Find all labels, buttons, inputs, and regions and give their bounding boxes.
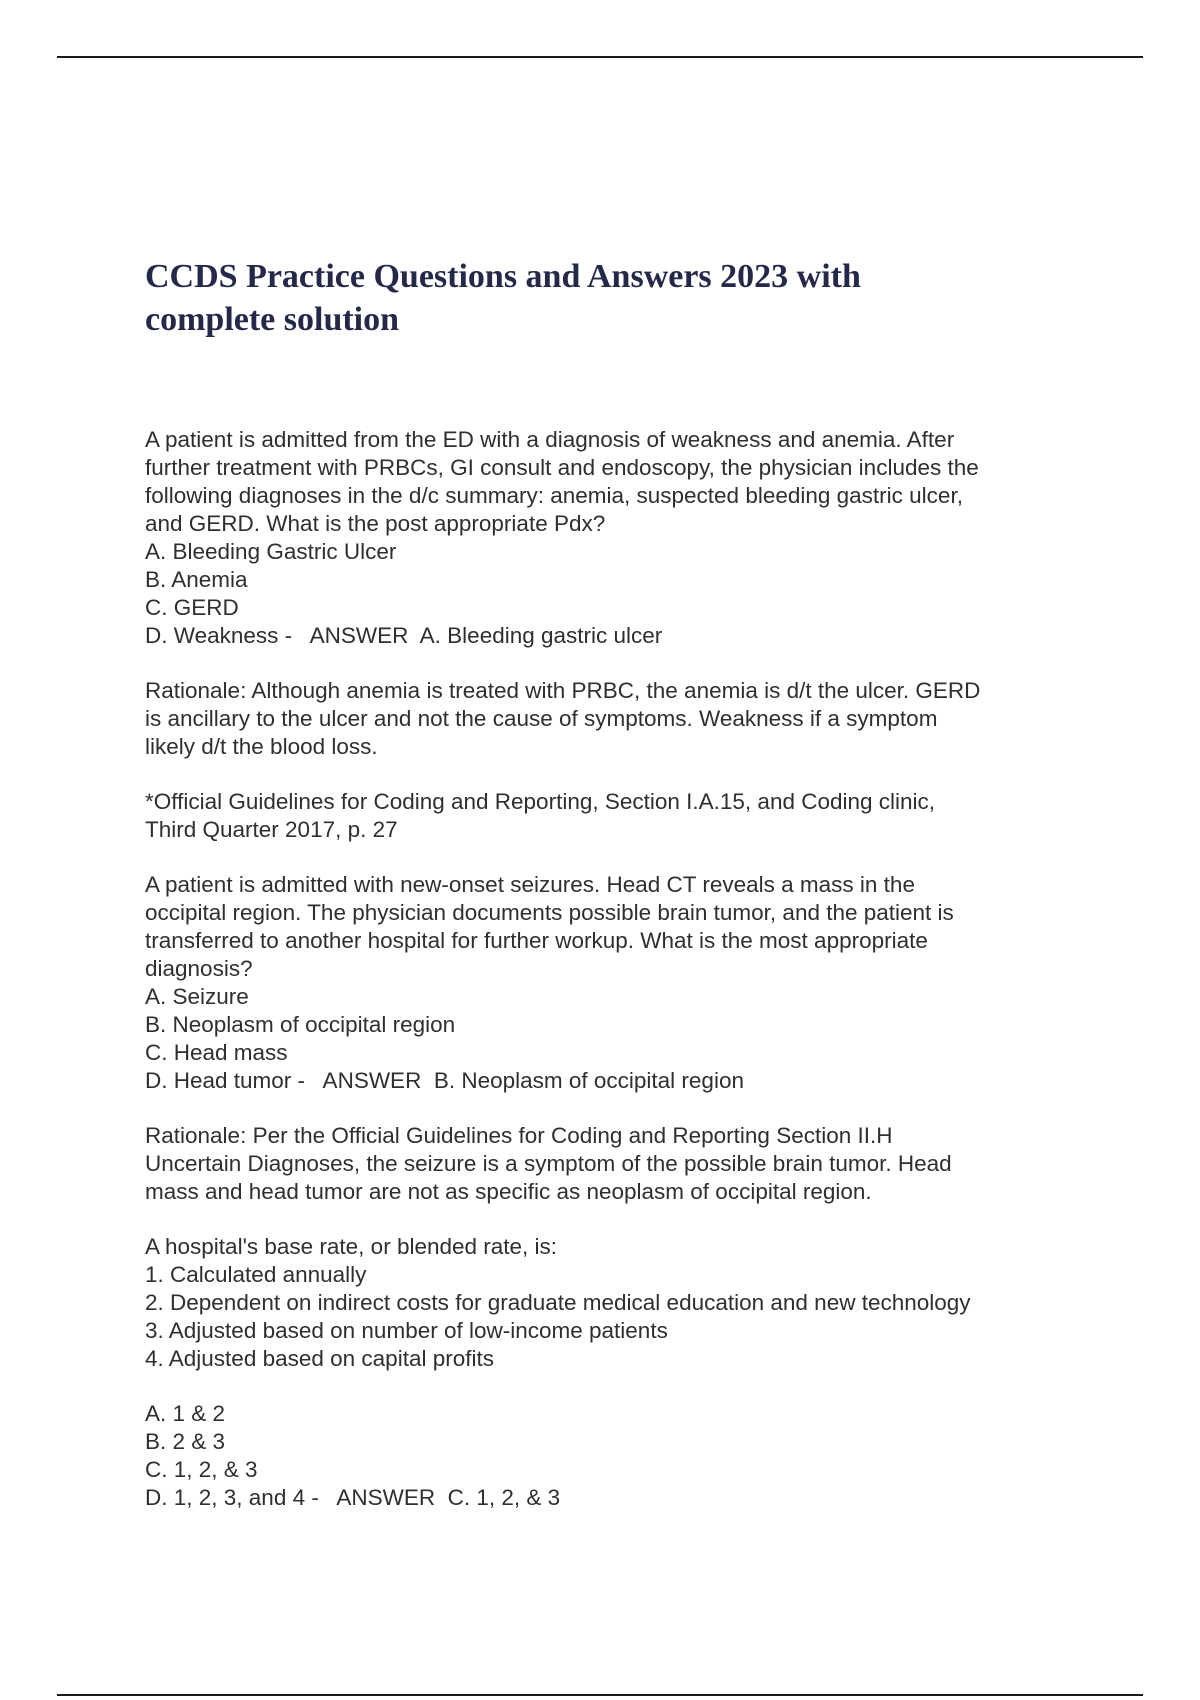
- text-line: C. Head mass: [145, 1040, 288, 1065]
- text-line: A patient is admitted from the ED with a diagnosis of weakness and anemia. After: [145, 427, 955, 452]
- text-line: A. Bleeding Gastric Ulcer: [145, 539, 397, 564]
- bottom-rule: [57, 1694, 1143, 1696]
- title-line: complete solution: [145, 301, 400, 338]
- title-line: CCDS Practice Questions and Answers 2023 with: [145, 258, 861, 295]
- text-block: [145, 1400, 1075, 1512]
- text-line: occipital region. The physician documents possible brain tumor, and the patient is: [145, 900, 954, 925]
- text-line: A. 1 & 2: [145, 1401, 226, 1426]
- text-line: D. Head tumor - ANSWER B. Neoplasm of occipital region: [145, 1068, 744, 1093]
- text-line: 4. Adjusted based on capital profits: [145, 1346, 494, 1371]
- text-line: A patient is admitted with new-onset seizures. Head CT reveals a mass in the: [145, 872, 915, 897]
- text-block: [145, 1122, 1075, 1206]
- text-line: B. 2 & 3: [145, 1429, 226, 1454]
- text-line: Rationale: Per the Official Guidelines for Coding and Reporting Section II.H: [145, 1123, 893, 1148]
- text-line: diagnosis?: [145, 956, 253, 981]
- text-line: Third Quarter 2017, p. 27: [145, 817, 398, 842]
- text-line: D. 1, 2, 3, and 4 - ANSWER C. 1, 2, & 3: [145, 1485, 561, 1510]
- text-block: [145, 1233, 1075, 1373]
- text-line: C. 1, 2, & 3: [145, 1457, 258, 1482]
- text-line: B. Neoplasm of occipital region: [145, 1012, 456, 1037]
- text-line: B. Anemia: [145, 567, 248, 592]
- text-line: Uncertain Diagnoses, the seizure is a symptom of the possible brain tumor. Head: [145, 1151, 952, 1176]
- text-line: C. GERD: [145, 595, 239, 620]
- text-line: A. Seizure: [145, 984, 249, 1009]
- text-line: and GERD. What is the post appropriate Pdx?: [145, 511, 606, 536]
- text-line: 3. Adjusted based on number of low-income patients: [145, 1318, 668, 1343]
- document-title: [145, 255, 1045, 341]
- text-line: mass and head tumor are not as specific as neoplasm of occipital region.: [145, 1179, 872, 1204]
- text-line: following diagnoses in the d/c summary: anemia, suspected bleeding gastric ulcer,: [145, 483, 963, 508]
- text-line: Rationale: Although anemia is treated with PRBC, the anemia is d/t the ulcer. GERD: [145, 678, 981, 703]
- top-rule: [57, 56, 1143, 58]
- text-line: is ancillary to the ulcer and not the cause of symptoms. Weakness if a symptom: [145, 706, 938, 731]
- text-block: [145, 426, 1075, 650]
- text-line: *Official Guidelines for Coding and Reporting, Section I.A.15, and Coding clinic,: [145, 789, 936, 814]
- text-line: further treatment with PRBCs, GI consult and endoscopy, the physician includes the: [145, 455, 979, 480]
- text-line: D. Weakness - ANSWER A. Bleeding gastric ulcer: [145, 623, 663, 648]
- text-block: [145, 871, 1075, 1095]
- text-line: transferred to another hospital for further workup. What is the most appropriate: [145, 928, 928, 953]
- text-block: [145, 677, 1075, 761]
- text-block: [145, 788, 1075, 844]
- text-line: 1. Calculated annually: [145, 1262, 367, 1287]
- text-line: likely d/t the blood loss.: [145, 734, 378, 759]
- text-line: 2. Dependent on indirect costs for graduate medical education and new technology: [145, 1290, 971, 1315]
- document-body: [145, 426, 1075, 1539]
- text-line: A hospital's base rate, or blended rate, is:: [145, 1234, 558, 1259]
